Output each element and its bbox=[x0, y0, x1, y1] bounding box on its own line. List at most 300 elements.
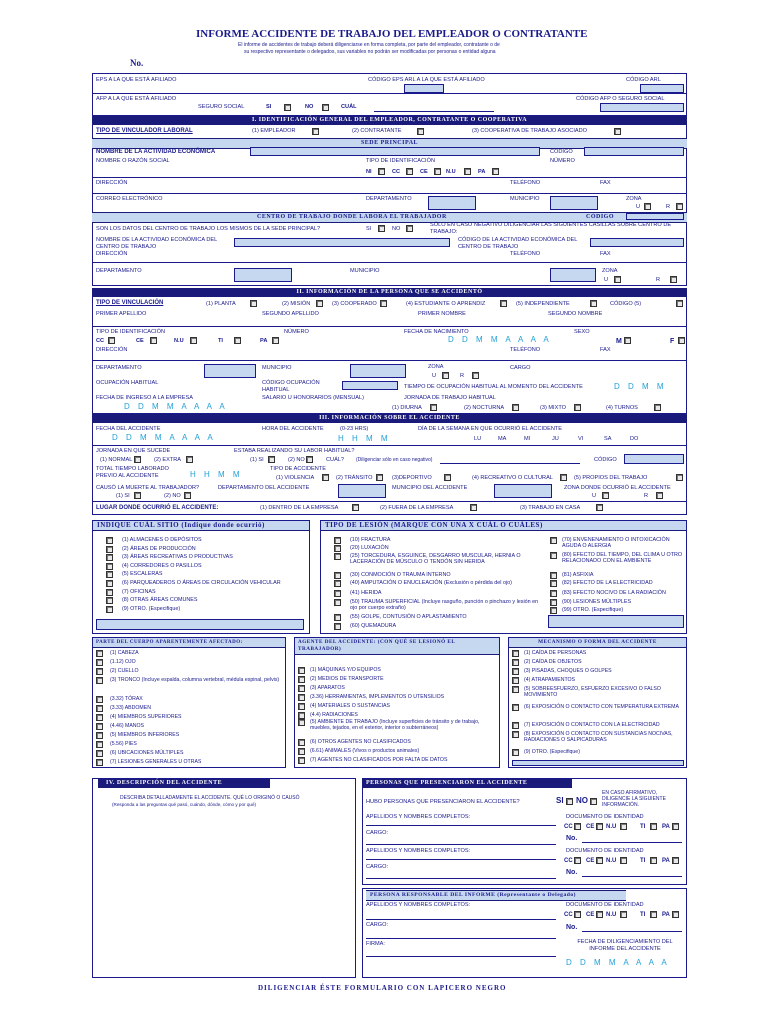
parte-checkbox[interactable] bbox=[96, 677, 103, 684]
planta-checkbox[interactable] bbox=[250, 300, 257, 307]
id-ni-label: NI bbox=[366, 169, 372, 175]
dia-mi[interactable]: MI bbox=[524, 436, 531, 442]
sitio-item-label: (7) OFICINAS bbox=[122, 588, 156, 595]
contratante-label: (2) CONTRATANTE bbox=[352, 128, 402, 134]
lesion-item-label: (20) LUXACIÓN bbox=[350, 545, 389, 551]
cooperado-label: (3) COOPERADO bbox=[332, 301, 377, 307]
agente-checkbox[interactable] bbox=[298, 685, 305, 692]
trabajo-casa-label: (3) TRABAJO EN CASA bbox=[520, 505, 581, 511]
agente-item-label: (5) AMBIENTE DE TRABAJO (Incluye superficies de tránsito y de trabajo, muebles, tejados, en el exterior, interior o subterráneos) bbox=[310, 719, 480, 732]
centro-direccion-label: DIRECCIÓN bbox=[96, 251, 128, 257]
lesion-checkbox[interactable] bbox=[334, 553, 341, 560]
persona-departamento-field[interactable] bbox=[204, 364, 256, 378]
muni-accidente-label: MUNICIPIO DEL ACCIDENTE bbox=[392, 485, 468, 491]
parte-item-label: (6) UBICACIONES MÚLTIPLES bbox=[110, 750, 184, 756]
responsable-id-checkbox[interactable] bbox=[620, 911, 627, 918]
lesion-checkbox[interactable] bbox=[550, 552, 557, 559]
codigo-afp-field[interactable] bbox=[600, 103, 684, 112]
parte-checkbox[interactable] bbox=[96, 741, 103, 748]
muerte-si-label: (1) SI bbox=[116, 493, 130, 499]
muni-accidente-field[interactable] bbox=[494, 484, 552, 498]
turnos-label: (4) TURNOS bbox=[606, 405, 638, 411]
testigos-title: PERSONAS QUE PRESENCIARON EL ACCIDENTE bbox=[362, 779, 572, 788]
zona-label: ZONA bbox=[626, 196, 642, 202]
extra-label: (2) EXTRA bbox=[154, 457, 182, 463]
agente-checkbox[interactable] bbox=[298, 667, 305, 674]
responsable-id-checkbox[interactable] bbox=[672, 911, 679, 918]
id-pa-checkbox[interactable] bbox=[492, 168, 499, 175]
sede-codigo-field[interactable] bbox=[584, 147, 684, 156]
agente-checkbox[interactable] bbox=[298, 739, 305, 746]
departamento-field[interactable] bbox=[428, 196, 476, 210]
codigo5-checkbox[interactable] bbox=[676, 300, 683, 307]
sexo-m-checkbox[interactable] bbox=[624, 337, 631, 344]
centro-zona-r-label: R bbox=[656, 277, 661, 283]
lesion-otro-field[interactable] bbox=[548, 615, 684, 628]
independiente-checkbox[interactable] bbox=[590, 300, 597, 307]
labor-no-checkbox[interactable] bbox=[306, 456, 313, 463]
centro-departamento-field[interactable] bbox=[234, 268, 292, 282]
deportivo-label: (3)DEPORTIVO bbox=[392, 475, 432, 481]
testigo-id-checkbox[interactable] bbox=[620, 857, 627, 864]
contratante-checkbox[interactable] bbox=[417, 128, 424, 135]
transito-label: (2) TRÁNSITO bbox=[336, 475, 373, 481]
id-cc-label: CC bbox=[392, 169, 401, 175]
persona-municipio-field[interactable] bbox=[350, 364, 406, 378]
parte-checkbox[interactable] bbox=[96, 650, 103, 657]
agente-item-label: (3.36) HERRAMIENTAS, IMPLEMENTOS O UTENSILIOS bbox=[310, 694, 445, 700]
parte-checkbox[interactable] bbox=[96, 659, 103, 666]
lesion-checkbox[interactable] bbox=[334, 537, 341, 544]
codigo-afp-label: CÓDIGO AFP O SEGURO SOCIAL bbox=[576, 96, 665, 102]
hora-accidente-time: H H M M bbox=[338, 434, 391, 443]
centro-municipio-field[interactable] bbox=[550, 268, 596, 282]
dia-do[interactable]: DO bbox=[630, 436, 639, 442]
persona-id-cc-checkbox[interactable] bbox=[108, 337, 115, 344]
testigo-id-checkbox[interactable] bbox=[596, 823, 603, 830]
centro-zona-label: ZONA bbox=[602, 268, 618, 274]
testigo-id-label: N.U bbox=[606, 824, 617, 830]
persona-direccion-label: DIRECCIÓN bbox=[96, 347, 128, 353]
testigo-no-line bbox=[582, 876, 682, 877]
testigo-apellidos-label: APELLIDOS Y NOMBRES COMPLETOS: bbox=[366, 814, 471, 820]
tiempo-ocupacion-date: D D M M bbox=[614, 382, 667, 391]
testigo-doc-label: DOCUMENTO DE IDENTIDAD bbox=[566, 848, 644, 854]
firma-label: FIRMA: bbox=[366, 941, 385, 947]
hora-accidente-label: HORA DEL ACCIDENTE bbox=[262, 426, 324, 432]
parte-checkbox[interactable] bbox=[96, 705, 103, 712]
agente-checkbox[interactable] bbox=[298, 676, 305, 683]
agente-item-label: (4.4) RADIACIONES bbox=[310, 712, 358, 718]
segundo-nombre-label: SEGUNDO NOMBRE bbox=[548, 311, 603, 317]
lesion-item-label: (83) EFECTO NOCIVO DE LA RADIACIÓN bbox=[562, 590, 666, 596]
fax-label: FAX bbox=[600, 180, 611, 186]
testigo-id-label: PA bbox=[662, 824, 670, 830]
sitio-checkbox[interactable] bbox=[106, 546, 113, 553]
labor-codigo-field[interactable] bbox=[624, 454, 684, 464]
actividad-centro-label: NOMBRE DE LA ACTIVIDAD ECONÓMICA DEL CENTRO DE TRABAJO bbox=[96, 237, 218, 250]
persona-id-pa-checkbox[interactable] bbox=[272, 337, 279, 344]
parte-checkbox[interactable] bbox=[96, 723, 103, 730]
propios-checkbox[interactable] bbox=[676, 474, 683, 481]
municipio-label: MUNICIPIO bbox=[510, 196, 540, 202]
diurna-checkbox[interactable] bbox=[430, 404, 437, 411]
testigo-id-checkbox[interactable] bbox=[650, 823, 657, 830]
id-nu-checkbox[interactable] bbox=[464, 168, 471, 175]
mixto-checkbox[interactable] bbox=[574, 404, 581, 411]
primer-nombre-label: PRIMER NOMBRE bbox=[418, 311, 466, 317]
labor-codigo-label: CÓDIGO bbox=[594, 457, 617, 463]
parte-checkbox[interactable] bbox=[96, 668, 103, 675]
lesion-checkbox[interactable] bbox=[334, 572, 341, 579]
cooperativa-label: (3) COOPERATIVA DE TRABAJO ASOCIADO bbox=[472, 128, 588, 134]
dia-lu[interactable]: LU bbox=[474, 436, 482, 442]
zona-u-label: U bbox=[636, 204, 641, 210]
muerte-si-checkbox[interactable] bbox=[134, 492, 141, 499]
lesion-checkbox[interactable] bbox=[334, 580, 341, 587]
codigo-centro-label: CÓDIGO DE LA ACTIVIDAD ECONÓMICA DEL CENTRO DE TRABAJO bbox=[458, 237, 578, 250]
muerte-no-checkbox[interactable] bbox=[184, 492, 191, 499]
dentro-empresa-label: (1) DENTRO DE LA EMPRESA bbox=[260, 505, 339, 511]
agente-checkbox[interactable] bbox=[298, 712, 305, 719]
seguro-si-label: SI bbox=[266, 104, 272, 110]
sitio-item-label: (2) ÁREAS DE PRODUCCIÓN bbox=[122, 545, 196, 552]
testigo-id-checkbox[interactable] bbox=[650, 857, 657, 864]
depto-accidente-field[interactable] bbox=[338, 484, 386, 498]
lesion-checkbox[interactable] bbox=[334, 599, 341, 606]
seguro-no-checkbox[interactable] bbox=[322, 104, 329, 111]
empleador-label: (1) EMPLEADOR bbox=[252, 128, 296, 134]
parte-checkbox[interactable] bbox=[96, 759, 103, 766]
describa-label: DESCRIBA DETALLADAMENTE EL ACCIDENTE. QUÉ LO ORIGINÓ O CAUSÓ bbox=[120, 795, 300, 801]
nocturna-checkbox[interactable] bbox=[512, 404, 519, 411]
testigos-no-checkbox[interactable] bbox=[590, 798, 597, 805]
footer-note: DILIGENCIAR ÉSTE FORMULARIO CON LAPICERO NEGRO bbox=[258, 984, 507, 992]
normal-checkbox[interactable] bbox=[134, 456, 141, 463]
testigo-id-checkbox[interactable] bbox=[574, 823, 581, 830]
transito-checkbox[interactable] bbox=[376, 474, 383, 481]
testigo-id-checkbox[interactable] bbox=[672, 823, 679, 830]
testigo-no-label: No. bbox=[566, 869, 578, 876]
parte-item-label: (2) CUELLO bbox=[110, 668, 139, 674]
lesion-checkbox[interactable] bbox=[550, 580, 557, 587]
mecanismo-checkbox[interactable] bbox=[512, 677, 519, 684]
responsable-doc-label: DOCUMENTO DE IDENTIDAD bbox=[566, 902, 644, 908]
id-ni-checkbox[interactable] bbox=[378, 168, 385, 175]
centro-departamento-label: DEPARTAMENTO bbox=[96, 268, 142, 274]
fecha-accidente-date: D D M M A A A A bbox=[112, 433, 216, 442]
salario-label: SALARIO U HONORARIOS (MENSUAL) bbox=[262, 395, 364, 401]
solo-en-caso-label: SÓLO EN CASO NEGATIVO DILIGENCIAR LAS SIGUIENTES CASILLAS SOBRE CENTRO DE TRABAJO: bbox=[430, 222, 672, 235]
lesion-item-label: (99) OTRO. (Especifique) bbox=[562, 607, 624, 613]
codigo-eps-field[interactable] bbox=[404, 84, 444, 93]
dentro-empresa-checkbox[interactable] bbox=[352, 504, 359, 511]
testigo-id-checkbox[interactable] bbox=[672, 857, 679, 864]
sitio-checkbox[interactable] bbox=[106, 589, 113, 596]
persona-id-nu-label: N.U bbox=[174, 338, 184, 344]
codigo-arl-label: CÓDIGO ARL bbox=[626, 77, 661, 83]
persona-zona-r-label: R bbox=[460, 373, 465, 379]
zona-accidente-u-checkbox[interactable] bbox=[602, 492, 609, 499]
fecha-accidente-label: FECHA DEL ACCIDENTE bbox=[96, 426, 161, 432]
estaba-realizando-label: ESTABA REALIZANDO SU LABOR HABITUAL? bbox=[234, 448, 355, 454]
lesion-checkbox[interactable] bbox=[550, 537, 557, 544]
parte-block bbox=[92, 637, 286, 768]
direccion-label: DIRECCIÓN bbox=[96, 180, 128, 186]
agente-checkbox[interactable] bbox=[298, 757, 305, 764]
lesion-checkbox[interactable] bbox=[550, 590, 557, 597]
codigo-centro-field[interactable] bbox=[590, 238, 684, 247]
agente-checkbox[interactable] bbox=[298, 719, 305, 726]
mecanismo-checkbox[interactable] bbox=[512, 722, 519, 729]
normal-label: (1) NORMAL bbox=[100, 457, 133, 463]
testigo-id-label: CC bbox=[564, 858, 573, 864]
intro-line-2: su respectivo representante o delegados, sus variables no podrán ser modificadas por personas o entidad alguna bbox=[244, 49, 496, 55]
mecanismo-checkbox[interactable] bbox=[512, 731, 519, 738]
sede-codigo-label: CÓDIGO bbox=[550, 149, 573, 155]
parte-checkbox[interactable] bbox=[96, 732, 103, 739]
testigo-id-checkbox[interactable] bbox=[574, 857, 581, 864]
persona-id-nu-checkbox[interactable] bbox=[190, 337, 197, 344]
violencia-checkbox[interactable] bbox=[322, 474, 329, 481]
mixto-label: (3) MIXTO bbox=[540, 405, 567, 411]
segundo-apellido-label: SEGUNDO APELLIDO bbox=[262, 311, 319, 317]
codigo-arl-field[interactable] bbox=[640, 84, 684, 93]
sitio-item-label: (9) OTRO. (Especifique) bbox=[122, 605, 181, 612]
section-4-block bbox=[92, 778, 356, 978]
centro-no-checkbox[interactable] bbox=[406, 225, 413, 232]
testigo-apellidos-label: APELLIDOS Y NOMBRES COMPLETOS: bbox=[366, 848, 471, 854]
persona-zona-r-checkbox[interactable] bbox=[472, 372, 479, 379]
sitio-checkbox[interactable] bbox=[106, 606, 113, 613]
persona-telefono-label: TELÉFONO bbox=[510, 347, 541, 353]
persona-zona-u-checkbox[interactable] bbox=[442, 372, 449, 379]
mision-checkbox[interactable] bbox=[316, 300, 323, 307]
municipio-field[interactable] bbox=[550, 196, 598, 210]
dia-vi[interactable]: VI bbox=[578, 436, 584, 442]
sitio-checkbox[interactable] bbox=[106, 554, 113, 561]
sitio-otro-field[interactable] bbox=[96, 619, 304, 630]
labor-si-checkbox[interactable] bbox=[268, 456, 275, 463]
zona-accidente-r-checkbox[interactable] bbox=[656, 492, 663, 499]
mecanismo-item-label: (7) EXPOSICIÓN O CONTACTO CON LA ELECTRICIDAD bbox=[524, 722, 660, 728]
testigo-cargo-line bbox=[366, 844, 556, 845]
centro-si-checkbox[interactable] bbox=[378, 225, 385, 232]
codigo5-label: CÓDIGO (5) bbox=[610, 301, 642, 307]
section-3-block bbox=[92, 414, 687, 515]
zona-accidente-label: ZONA DONDE OCURRIÓ EL ACCIDENTE bbox=[564, 485, 671, 491]
mecanismo-item-label: (1) CAÍDA DE PERSONAS bbox=[524, 650, 587, 656]
dia-ma[interactable]: MA bbox=[498, 436, 507, 442]
responsable-id-label: CE bbox=[586, 912, 595, 918]
eps-label: EPS A LA QUE ESTÁ AFILIADO bbox=[96, 77, 177, 83]
parte-checkbox[interactable] bbox=[96, 714, 103, 721]
sitio-checkbox[interactable] bbox=[106, 597, 113, 604]
intro-line-1: El informe de accidentes de trabajo deberá diligenciarse en forma completa, por parte del empleador, contratante o de bbox=[238, 42, 500, 48]
lesion-item-label: (25) TORCEDURA, ESGUINCE, DESGARRO MUSCULAR, HERNIA O LACERACIÓN DE MÚSCULO O TENDÓN SIN HERIDA bbox=[350, 553, 521, 566]
estudiante-checkbox[interactable] bbox=[500, 300, 507, 307]
fecha-nacimiento-label: FECHA DE NACIMIENTO bbox=[404, 329, 469, 335]
lesion-checkbox[interactable] bbox=[550, 572, 557, 579]
mecanismo-otro-field[interactable] bbox=[512, 760, 684, 766]
lesion-checkbox[interactable] bbox=[550, 599, 557, 606]
seguro-si-checkbox[interactable] bbox=[284, 104, 291, 111]
parte-title: PARTE DEL CUERPO APARENTEMENTE AFECTADO: bbox=[93, 638, 285, 648]
agente-item-label: (3) APARATOS bbox=[310, 685, 345, 691]
id-cc-checkbox[interactable] bbox=[406, 168, 413, 175]
tipo-vinculacion-label: TIPO DE VINCULACIÓN bbox=[96, 300, 164, 306]
cod-ocupacion-field[interactable] bbox=[342, 381, 398, 390]
agente-item-label: (6) OTROS AGENTES NO CLASIFICADOS bbox=[310, 739, 411, 745]
responsable-id-checkbox[interactable] bbox=[574, 911, 581, 918]
parte-checkbox[interactable] bbox=[96, 696, 103, 703]
independiente-label: (5) INDEPENDIENTE bbox=[516, 301, 570, 307]
id-ce-checkbox[interactable] bbox=[434, 168, 441, 175]
ocupacion-label: OCUPACIÓN HABITUAL bbox=[96, 380, 159, 386]
responsable-id-checkbox[interactable] bbox=[650, 911, 657, 918]
id-pa-label: PA bbox=[478, 169, 486, 175]
lesion-checkbox[interactable] bbox=[550, 607, 557, 614]
lesion-item-label: (82) EFECTO DE LA ELECTRICIDAD bbox=[562, 580, 653, 586]
trabajo-casa-checkbox[interactable] bbox=[596, 504, 603, 511]
mecanismo-checkbox[interactable] bbox=[512, 704, 519, 711]
testigos-si-checkbox[interactable] bbox=[566, 798, 573, 805]
sexo-f-checkbox[interactable] bbox=[678, 337, 685, 344]
deportivo-checkbox[interactable] bbox=[444, 474, 451, 481]
mecanismo-checkbox[interactable] bbox=[512, 659, 519, 666]
cooperado-checkbox[interactable] bbox=[380, 300, 387, 307]
testigo-id-label: TI bbox=[640, 824, 646, 830]
nocturna-label: (2) NOCTURNA bbox=[464, 405, 505, 411]
testigo-doc-label: DOCUMENTO DE IDENTIDAD bbox=[566, 814, 644, 820]
dia-sa[interactable]: SA bbox=[604, 436, 612, 442]
dia-semana-label: DÍA DE LA SEMANA EN QUE OCURRIÓ EL ACCIDENTE bbox=[418, 426, 563, 432]
persona-id-ti-label: TI bbox=[218, 338, 223, 344]
parte-item-label: (3.32) TÓRAX bbox=[110, 696, 143, 702]
responsable-id-checkbox[interactable] bbox=[596, 911, 603, 918]
dia-ju[interactable]: JU bbox=[552, 436, 559, 442]
persona-id-cc-label: CC bbox=[96, 338, 105, 344]
sitio-checkbox[interactable] bbox=[106, 537, 113, 544]
responsable-id-label: N.U bbox=[606, 912, 617, 918]
lesion-checkbox[interactable] bbox=[334, 623, 341, 630]
labor-cual-note: (Diligenciar sólo en caso negativo) bbox=[356, 457, 433, 463]
lesion-checkbox[interactable] bbox=[334, 614, 341, 621]
persona-id-ti-checkbox[interactable] bbox=[234, 337, 241, 344]
mecanismo-checkbox[interactable] bbox=[512, 650, 519, 657]
agente-checkbox[interactable] bbox=[298, 748, 305, 755]
sitio-checkbox[interactable] bbox=[106, 580, 113, 587]
cooperativa-checkbox[interactable] bbox=[614, 128, 621, 135]
propios-label: (5) PROPIOS DEL TRABAJO bbox=[574, 475, 648, 481]
testigo-name-line bbox=[366, 825, 556, 826]
actividad-centro-field[interactable] bbox=[234, 238, 450, 247]
cod-ocupacion-label: CÓDIGO OCUPACIÓN HABITUAL bbox=[262, 380, 320, 393]
sitio-checkbox[interactable] bbox=[106, 571, 113, 578]
zona-u-checkbox[interactable] bbox=[644, 203, 651, 210]
lesion-checkbox[interactable] bbox=[334, 590, 341, 597]
persona-id-ce-checkbox[interactable] bbox=[150, 337, 157, 344]
agente-checkbox[interactable] bbox=[298, 703, 305, 710]
parte-item-label: (5.56) PIES bbox=[110, 741, 137, 747]
seguro-no-label: NO bbox=[305, 104, 314, 110]
mecanismo-title: MECANISMO O FORMA DEL ACCIDENTE bbox=[509, 638, 686, 648]
parte-checkbox[interactable] bbox=[96, 750, 103, 757]
responsable-id-label: CC bbox=[564, 912, 573, 918]
agente-title: AGENTE DEL ACCIDENTE: (CON QUÉ SE LESIONÓ EL TRABAJADOR) bbox=[295, 638, 499, 655]
agente-checkbox[interactable] bbox=[298, 694, 305, 701]
centro-zona-u-label: U bbox=[604, 277, 609, 283]
parte-item-label: (4) MIEMBROS SUPERIORES bbox=[110, 714, 182, 720]
cargo-label: CARGO bbox=[510, 365, 531, 371]
parte-item-label: (4.46) MANOS bbox=[110, 723, 145, 729]
lugar-accidente-label: LUGAR DONDE OCURRIÓ EL ACCIDENTE: bbox=[96, 505, 219, 511]
mecanismo-checkbox[interactable] bbox=[512, 749, 519, 756]
sexo-m-label: M bbox=[616, 338, 622, 345]
sitio-checkbox[interactable] bbox=[106, 563, 113, 570]
labor-cual-label: CUÁL? bbox=[326, 457, 345, 463]
agente-item-label: (1) MÁQUINAS Y/O EQUIPOS bbox=[310, 667, 381, 673]
empleador-checkbox[interactable] bbox=[312, 128, 319, 135]
numero-label: NÚMERO bbox=[550, 158, 575, 164]
zona-r-checkbox[interactable] bbox=[676, 203, 683, 210]
centro-zona-r-checkbox[interactable] bbox=[670, 276, 677, 283]
testigo-id-label: TI bbox=[640, 858, 646, 864]
section-4-title: IV. DESCRIPCIÓN DEL ACCIDENTE bbox=[98, 779, 270, 788]
describa-note: (Responda a las preguntas qué pasó, cuándo, dónde, cómo y por qué) bbox=[112, 802, 257, 807]
turnos-checkbox[interactable] bbox=[654, 404, 661, 411]
centro-codigo-title: CÓDIGO bbox=[572, 212, 687, 223]
recreativo-label: (4) RECREATIVO O CULTURAL bbox=[472, 475, 553, 481]
violencia-label: (1) VIOLENCIA bbox=[276, 475, 315, 481]
responsable-id-label: PA bbox=[662, 912, 670, 918]
lesion-item-label: (40) AMPUTACIÓN O ENUCLEACIÓN (Exclusión o pérdida del ojo) bbox=[350, 580, 512, 586]
fuera-empresa-checkbox[interactable] bbox=[470, 504, 477, 511]
agente-item-label: (4) MATERIALES O SUSTANCIAS bbox=[310, 703, 390, 709]
centro-zona-u-checkbox[interactable] bbox=[614, 276, 621, 283]
labor-si-label: (1) SI bbox=[250, 457, 264, 463]
lesion-item-label: (81) ASFIXIA bbox=[562, 572, 594, 578]
mecanismo-item-label: (8) EXPOSICIÓN O CONTACTO CON SUSTANCIAS NOCIVAS, RADIACIONES O SALPICADURAS bbox=[524, 731, 673, 744]
centro-codigo-field[interactable] bbox=[626, 213, 684, 220]
mecanismo-item-label: (4) ATRAPAMIENTOS bbox=[524, 677, 576, 683]
parte-item-label: (3) TRONCO (Incluye espalda, columna vertebral, médula espinal, pelvis) bbox=[110, 677, 280, 683]
agente-item-label: (2) MEDIOS DE TRANSPORTE bbox=[310, 676, 384, 682]
section-2-title: II. INFORMACIÓN DE LA PERSONA QUE SE ACCIDENTÓ bbox=[92, 288, 687, 297]
tipo-accidente-label: TIPO DE ACCIDENTE bbox=[270, 466, 326, 472]
departamento-label: DEPARTAMENTO bbox=[366, 196, 412, 202]
sede-principal-title: SEDE PRINCIPAL bbox=[92, 138, 687, 149]
extra-checkbox[interactable] bbox=[186, 456, 193, 463]
codigo-eps-label: CÓDIGO EPS ARL A LA QUE ESTÁ AFILIADO bbox=[368, 77, 485, 83]
responsable-no-label: No. bbox=[566, 924, 578, 931]
sitio-item-label: (5) ESCALERAS bbox=[122, 571, 163, 578]
lesion-checkbox[interactable] bbox=[334, 545, 341, 552]
actividad-field[interactable] bbox=[250, 147, 540, 156]
fecha-ingreso-label: FECHA DE INGRESO A LA EMPRESA bbox=[96, 395, 193, 401]
responsable-cargo-label: CARGO: bbox=[366, 922, 389, 928]
mecanismo-checkbox[interactable] bbox=[512, 686, 519, 693]
mecanismo-checkbox[interactable] bbox=[512, 668, 519, 675]
total-tiempo-time: H H M M bbox=[190, 470, 243, 479]
causo-muerte-label: CAUSÓ LA MUERTE AL TRABAJADOR? bbox=[96, 485, 200, 491]
actividad-label: NOMBRE DE LA ACTIVIDAD ECONÓMICA bbox=[96, 149, 216, 155]
recreativo-checkbox[interactable] bbox=[560, 474, 567, 481]
persona-departamento-label: DEPARTAMENTO bbox=[96, 365, 142, 371]
testigo-id-checkbox[interactable] bbox=[596, 857, 603, 864]
mision-label: (2) MISIÓN bbox=[282, 301, 311, 307]
testigo-id-checkbox[interactable] bbox=[620, 823, 627, 830]
